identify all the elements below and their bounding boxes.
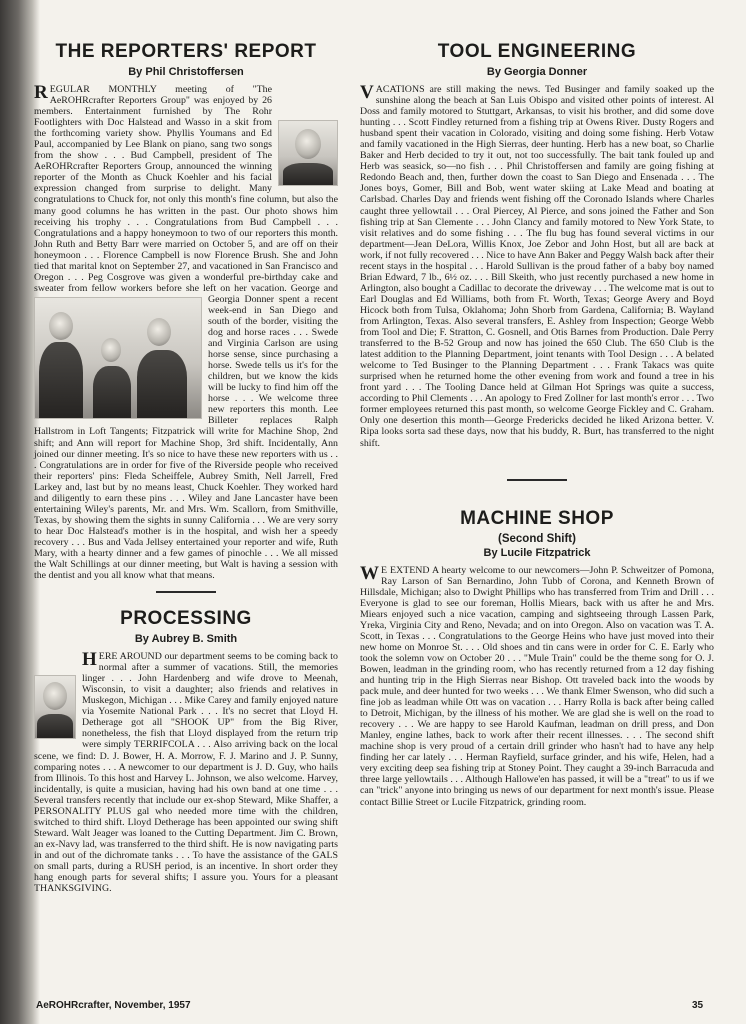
section-divider-left	[156, 591, 216, 593]
reporters-dropcap: R	[34, 82, 48, 103]
machine-dropcap: W	[360, 562, 379, 584]
processing-paragraph-1: ERE AROUND our department seems to be coming back to normal after a summer of vacations. Still, the memories linger . . . John Hardenberg and wife drove to Meenah, Wisconsin, to visit a daughter; also friends and relatives in Muskegon, Michigan . . . Mike Carey and family enjoyed nature via Yosemite National Park . . . It's no secret that Lloyd H. Detherage got all "SHOOK UP" from the Big River, nonetheless, the fish that Lloyd displayed from the return trip were simply TERRIFCOLA . . . Also arriving back on the local scene, we find: D. J. Bower, H. A. Morrow, F. J. Marino and J. P. Sunny, comparing notes . . . A newcomer to our department is J. D. Guy, who hails from Illinois. To this host and Harvey L. Johnson, we also welcome. Harvey, incidentally, is quite a musician, having had his own band at one time . . . Several transfers recently that include our ex-shop Steward, Mike Shaffer, a PERSONALITY PLUS gal who needed more time with the children, switched to third shift. Lloyd Detherage has been appointed our swing shift Steward. Walt Jeager was loaned to the Cutting Department. Jim C. Brown, an ex-Navy lad, was transferred to the third shift. He is now navigating parts in and out of the dichromate tanks . . . To have the assistance of the GALS on small parts, during a RUSH period, is an incentive. In short order they hang enough parts for several shifts; I assure you. Yours for a pleasant THANKSGIVING.	[34, 651, 338, 895]
reporters-report-title: THE REPORTERS' REPORT	[55, 41, 317, 62]
machine-shop-body	[360, 562, 714, 808]
tool-engineering-article	[360, 40, 714, 449]
processing-byline: By Aubrey B. Smith	[134, 633, 238, 646]
reporters-report-article	[34, 40, 338, 581]
processing-title: PROCESSING	[120, 608, 252, 630]
chuck-koehler-photo	[278, 120, 338, 186]
machine-paragraph-1: E EXTEND A hearty welcome to our newcomers—John P. Schweitzer of Pomona, Ray Larson of San Bernardino, John Tubb of Corona, and Kenneth Brown of Hillsdale, Michigan; also to Dwight Phillips who has transferred from Trim and Drill . . . Everyone is glad to see our foreman, Hollis Miears, back with us after he and Mrs. Miears enjoyed such a nice vacation, camping and sightseeing through Lassen Park, Yreka, Virginia City and Reno, Nevada; and on into Oregon. Also on vacation was T. A. Scott, in Texas . . . Congratulations to the George Heins who have just moved into their new home on Monroe St. . . . Old shoes and tin cans were in order for C. E. Early who took the solemn vow on October 20 . . . "Mule Train" could be the theme song for O. J. Bowen, leadman in the grinding room, who has recently returned from a 12 day fishing and hunting trip in the High Sierras near Bishop. Ott traveled back into the woods by pack mule, and deer hunted for two weeks . . . We thank Elmer Swenson, who did such a fine job as leadman while Ott was on vacation . . . Harry Rolla is back after being called to Detroit, Michigan, by the illness of his mother. We are glad she is well on the road to recovery . . . We are happy to see Harold Kaufman, leadman on drill press, and Don Manley, engine lathes, back to work after their recent illnesses. . . . The second shift machine shop is very proud of a certain drill grinder who hasn't had to have any help finding her car lately . . . Herman Rayfield, surface grinder, and his wife, Helen, had a very exciting deep sea fishing trip at Stoney Point. They caught a 39-inch Barracuda and three large yellowtails . . . Although Hallowe'en has passed, it will be a "treat" to us if we can "trick" anyone into bringing us news of our department for next month's issue. Please contact Billie Street or Lucile Fitzpatrick, grinding room.	[360, 564, 714, 808]
lloyd-detherage-photo	[34, 675, 76, 739]
reporters-report-byline: By Phil Christoffersen	[128, 66, 244, 78]
tool-engineering-title: TOOL ENGINEERING	[437, 41, 637, 62]
page-number: 35	[692, 1000, 704, 1011]
machine-shop-article	[360, 507, 714, 808]
machine-shop-title: MACHINE SHOP	[460, 507, 614, 529]
tool-dropcap: V	[360, 82, 374, 103]
footer-issue-line: AeROHRcrafter, November, 1957	[36, 1000, 191, 1011]
processing-article	[34, 607, 338, 894]
trophy-presentation-photo	[34, 297, 202, 419]
left-column	[34, 40, 338, 894]
processing-body	[34, 651, 338, 894]
reporters-report-body	[34, 84, 338, 581]
tool-paragraph-1: ACATIONS are still making the news. Ted Businger and family soaked up the sunshine along the beach at San Luis Obispo and visited other points of interest. Al Doss and family motored to Stuttgart, Arkansas, to visit his brother, and did some dove hunting . . . Scott Findley returned from a fishing trip at Owens River. Dusty Rogers and husband spent their vacation in Colorado, visiting and doing some fishing. Herb Votaw and family vacationed in the High Sierras, deer hunting. Herb has a new boat, so Charlie Baker and Herb decided to try it out, not too successfully. The bait tank fouled up and Herb was seasick, so—no fish . . . Phil Christoffersen and family are going fishing at Redondo Beach and, then, further down the coast to San Diego and Ensenada . . . The Jones boys, Gomer, Bill and Bob, went water skiing at Lake Mead and boating at Carlsbad. Charles Day and friends went fishing off the Coronado Islands where Charles caught three yellowtail . . . Oral Piercey, Al Pierce, and sons joined the Father and Son fishing trip at San Clemente . . . John Clancy and family motored to New York State, to visit relatives and do some fishing . . . The flu bug has found several victims in our department—Jean DeLora, Willis Knox, Joe Zebor and John Host, but all are back at work, if not fully recovered . . . Nice to have Ann Baker and Peggy Walsh back after their recent stays in the hospital . . . Harold Sullivan is the proud father of a baby boy named Brian Edward, 7 lb., 6½ oz. . . . Bill Skeith, who just recently purchased a new home in Arlington, also bought a Cadillac to decorate the driveway . . . The welcome mat is out to Earl Douglas and Ed Williams, both from Ft. Worth, Texas; George Avery and Boyd Hicock both from Tulsa, Oklahoma; John Shorb from Gardena, California; B. Wayland from Arlington, Texas. Also several transfers, E. Ashley from Inspection; George Webb from Tool and Die; F. Stratton, C. Gosnell, and Otis Barnes from Production. Dale Perry transferred to the B-52 Group and now has joined the 650 Club. The 650 Club is the latest addition to the Planning Department, joint tenants with Tool Design . . . A belated welcome to Ted Businger to the Planning Department . . . Frank Takacs was quite surprised when he returned home the other evening from work and found a tree in his front yard . . . The Tooling Dance held at Gilman Hot Springs was quite a success, according to Phil Clements . . . An apology to Fred Zollner for last month's error . . . Two former employees returned this past month, so welcome George Fickley and C. Graham. Only one desertion this month—George Fredericks decided he liked Arizona better. V. Ripa looks sorta sad these days, now that his buddy, R. Burt, has transferred to the night shift.	[360, 84, 714, 449]
processing-dropcap: H	[82, 649, 97, 671]
reporters-paragraph-1: EGULAR MONTHLY meeting of "The AeROHRcrafter Reporters Group" was enjoyed by 26 members. Entertainment furnished by The Rohr Footlighters with Doc Halstead and Wasso in a skit from the forthcoming variety show. Phyllis Youmans and Ed Paul, accompanied by Lee Blank on piano, sang two songs from the show . . . Bud Campbell, president of The AeROHRcrafter Reporters Group, announced the winning reporter of the Month as Chuck Koehler and his facial expression changed from surprise to delight. Many congratulations to Chuck for, not only this month's fine column, but also the many good columns he has written in the past. Our photo shows him receiving his trophy . . . Congratulations from Bud Campbell . . . Congratulations and a happy honeymoon to two of our reporters this month. John Ruth and Betty Barr were married on October 5, and are off on their honeymoon . . . Florence Campbell is now Florence Brush. She and John tied that marital knot on September 27, and vacationed in San Francisco and Oregon . . . Peg Cosgrove was given a wonderful pre-birthday cake and sweater from fellow workers before she left on her vacation. George and Georgia Donner spent	[34, 84, 338, 305]
machine-shop-byline: By Lucile Fitzpatrick	[483, 546, 591, 559]
tool-engineering-body	[360, 84, 714, 449]
reporters-paragraph-2: a recent week-end in San Diego and south of the border, visiting the dog and horse races . . . Swede and Virginia Carlson are using horse sense, since purchasing a horse. Swede tells us it's for the children, but we know the kids will be lucky to find him off the horse . . . We welcome three new reporters this month. Lee Billeter replaces Ralph Hallstrom in Loft Tangents; Fitzpatrick will write for Machine Shop, 2nd shift; and Ann will report for Machine Shop, 3rd shift. Incidentally, Ann joined our dinner meeting. It's so nice to have these new reporters with us . . . Congratulations are in order for five of the Riverside people who received their reporters' pins: Fleda Scheiffele, Aubrey Smith, Nell Jarrell, Fred Larkey and, last but by no means least, Chuck Koehler. They worked hard and diligently to earn these pins . . . Wiley and Jane Lancaster have been entertaining Wiley's parents, Mr. and Mrs. Wm. Scallorn, from Smithville, Texas, by showing them the sights in sunny California . . . We are very sorry to hear Doc Halstead's mother is in the hospital, and wish her a speedy recovery . . . Bus and Vada Jellsey entertained your reporter and wife, Ruth Mary, with a hearty dinner and a few games of pinochle . . . We all missed the Walt Schillings at our dinner meeting, but Walt is having a session with the dentist and you all know what that means.	[34, 293, 338, 582]
machine-shop-subtitle: (Second Shift)	[498, 532, 576, 545]
section-divider-right	[507, 479, 567, 481]
tool-engineering-byline: By Georgia Donner	[486, 66, 588, 78]
right-column	[360, 40, 714, 808]
